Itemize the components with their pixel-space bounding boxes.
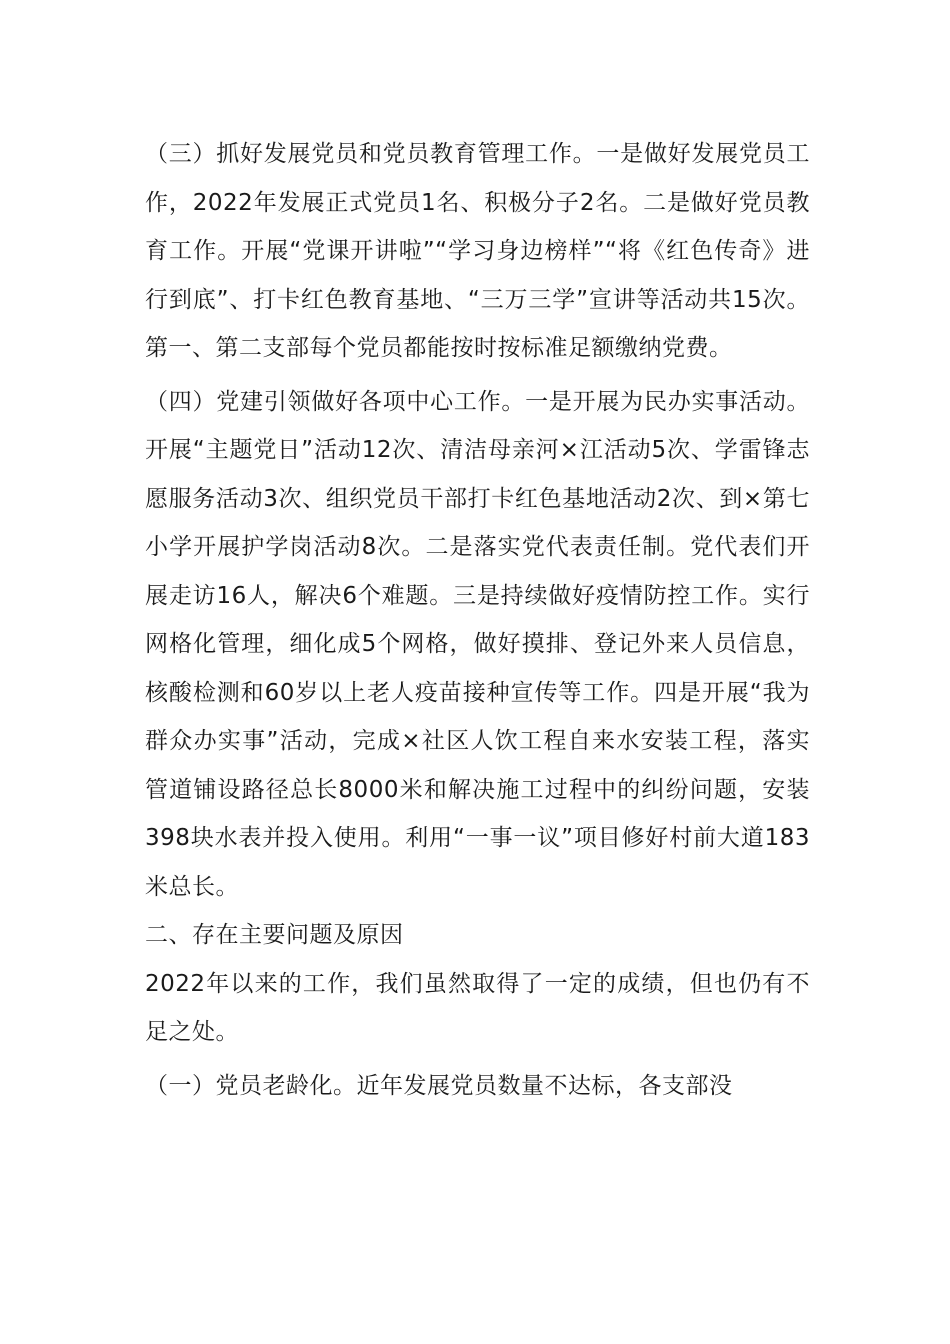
paragraph-aging-members: （一）党员老龄化。近年发展党员数量不达标，各支部没 <box>145 1072 733 1099</box>
paragraph-central-work: （四）党建引领做好各项中心工作。一是开展为民办实事活动。开展“主题党日”活动12次、清洁母亲河×江活动5次、学雷锋志愿服务活动3次、组织党员干部打卡红色基地活动2次、到×第七小学开展护学岗活动8次。二是落实党代表责任制。党代表们开展走访16人，解决6个难题。三是持续做好疫情防控工作。实行网格化管理，细化成5个网格，做好摸排、登记外来人员信息，核酸检测和60岁以上老人疫苗接种宣传等工作。四是开展“我为群众办实事”活动，完成×社区人饮工程自来水安装工程，落实管道铺设路径总长8000米和解决施工过程中的纠纷问题，安装398块水表并投入使用。利用“一事一议”项目修好村前大道183米总长。 <box>145 388 810 900</box>
document-body <box>145 130 810 1110</box>
section-heading-problems: 二、存在主要问题及原因 <box>145 922 404 948</box>
paragraph-shortcomings-intro: 2022年以来的工作，我们虽然取得了一定的成绩，但也仍有不足之处。 <box>145 970 810 1045</box>
paragraph-party-member-development: （三）抓好发展党员和党员教育管理工作。一是做好发展党员工作，2022年发展正式党员1名、积极分子2名。二是做好党员教育工作。开展“党课开讲啦”“学习身边榜样”“将《红色传奇》进行到底”、打卡红色教育基地、“三万三学”宣讲等活动共15次。第一、第二支部每个党员都能按时按标准足额缴纳党费。 <box>145 141 810 361</box>
